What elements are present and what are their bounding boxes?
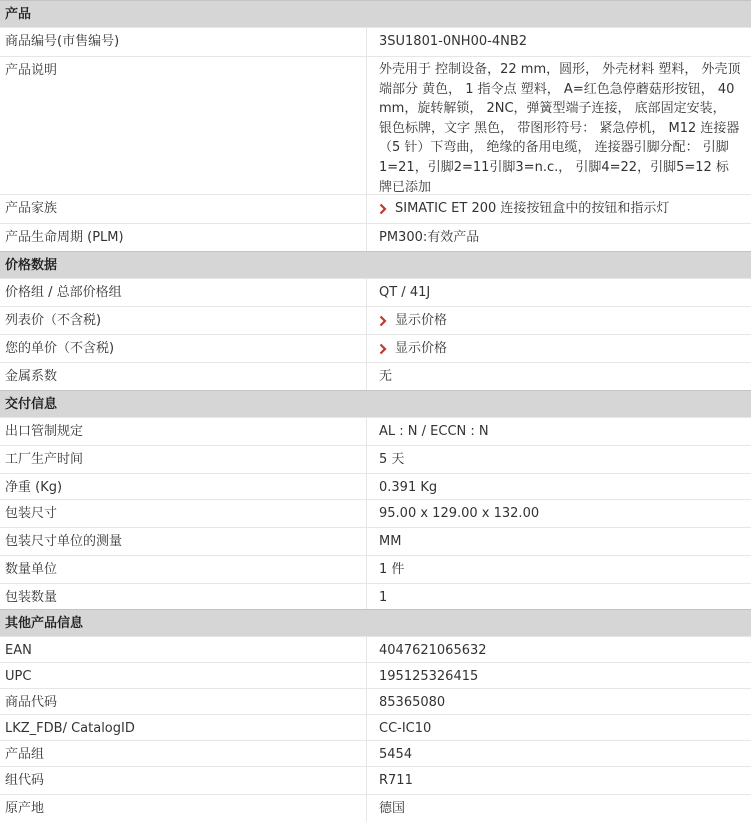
row-value-cell (367, 307, 751, 334)
row-value: 外壳用于 控制设备，22 mm，圆形， 外壳材料 塑料， 外壳顶端部分 黄色， 1 指令点 塑料， A=红色急停蘑菇形按钮， 40 mm，旋转解锁， 2NC，弹簧型端子连接， 底部固定安装， 银色标牌，文字 黑色， 带图形符号： 紧急停机， M12 连接器（5 针）下弯曲， 绝缘的备用电缆， 连接器引脚分配： 引脚1=21，引脚2=11引脚3=n.c.， 引脚4=22，引脚5=12 标牌已添加 (379, 62, 741, 195)
row-label: 您的单价（不含税) (0, 335, 367, 362)
table-row (0, 417, 751, 445)
row-value: 德国 (379, 801, 406, 816)
row-value: 1 (379, 590, 388, 605)
row-label: 产品家族 (0, 195, 367, 223)
value-link[interactable] (379, 311, 447, 330)
row-label: 出口管制规定 (0, 418, 367, 445)
chevron-right-icon (379, 343, 387, 355)
row-value-cell (367, 195, 751, 223)
value-link[interactable] (379, 199, 669, 218)
section-header: 产品 (0, 0, 751, 27)
chevron-right-icon (379, 315, 387, 327)
row-label: 产品组 (0, 741, 367, 766)
row-label: 金属系数 (0, 363, 367, 390)
table-row (0, 662, 751, 688)
table-row (0, 334, 751, 362)
table-row (0, 636, 751, 662)
section-header: 交付信息 (0, 390, 751, 417)
row-label: 组代码 (0, 767, 367, 794)
table-row (0, 194, 751, 223)
row-value: AL : N / ECCN : N (379, 424, 489, 439)
row-label: 产品说明 (0, 57, 367, 194)
row-value: MM (379, 534, 402, 549)
row-value: R711 (379, 773, 413, 788)
row-value: 无 (379, 369, 393, 384)
table-row (0, 688, 751, 714)
row-value: 195125326415 (379, 669, 479, 684)
row-value-cell (367, 335, 751, 362)
row-value: QT / 41J (379, 285, 431, 300)
table-row (0, 473, 751, 499)
row-value: 4047621065632 (379, 643, 487, 658)
table-row (0, 306, 751, 334)
row-value: 85365080 (379, 695, 446, 710)
table-row (0, 56, 751, 194)
row-label: 净重 (Kg) (0, 474, 367, 499)
value-link[interactable] (379, 339, 447, 358)
row-label: LKZ_FDB/ CatalogID (0, 715, 367, 740)
row-value: CC-IC10 (379, 721, 432, 736)
table-row (0, 362, 751, 390)
row-value: 0.391 Kg (379, 480, 438, 495)
row-label: 包装尺寸 (0, 500, 367, 527)
row-label: 产品生命周期 (PLM) (0, 224, 367, 251)
table-row (0, 794, 751, 822)
row-label: 商品编号(市售编号) (0, 28, 367, 56)
row-value: 5 天 (379, 452, 405, 467)
chevron-right-icon (379, 203, 387, 215)
row-label: 包装数量 (0, 584, 367, 609)
row-value: PM300:有效产品 (379, 230, 480, 245)
row-label: 价格组 / 总部价格组 (0, 279, 367, 306)
table-row (0, 527, 751, 555)
row-value: 5454 (379, 747, 413, 762)
row-label: 列表价（不含税) (0, 307, 367, 334)
link-text[interactable]: SIMATIC ET 200 连接按钮盒中的按钮和指示灯 (395, 201, 670, 216)
row-label: 包装尺寸单位的测量 (0, 528, 367, 555)
row-value: 1 件 (379, 562, 405, 577)
table-row (0, 766, 751, 794)
row-value: 95.00 x 129.00 x 132.00 (379, 506, 540, 521)
table-row (0, 740, 751, 766)
row-label: 原产地 (0, 795, 367, 822)
table-row (0, 583, 751, 609)
row-label: 商品代码 (0, 689, 367, 714)
row-label: 数量单位 (0, 556, 367, 583)
table-row (0, 223, 751, 251)
section-header: 其他产品信息 (0, 609, 751, 636)
table-row (0, 499, 751, 527)
link-text[interactable]: 显示价格 (395, 341, 448, 356)
row-label: EAN (0, 637, 367, 662)
row-value: 3SU1801-0NH00-4NB2 (379, 34, 528, 49)
table-row (0, 445, 751, 473)
row-label: UPC (0, 663, 367, 688)
section-header: 价格数据 (0, 251, 751, 278)
table-row (0, 27, 751, 56)
table-row (0, 278, 751, 306)
table-row (0, 555, 751, 583)
link-text[interactable]: 显示价格 (395, 313, 448, 328)
table-row (0, 714, 751, 740)
row-label: 工厂生产时间 (0, 446, 367, 473)
